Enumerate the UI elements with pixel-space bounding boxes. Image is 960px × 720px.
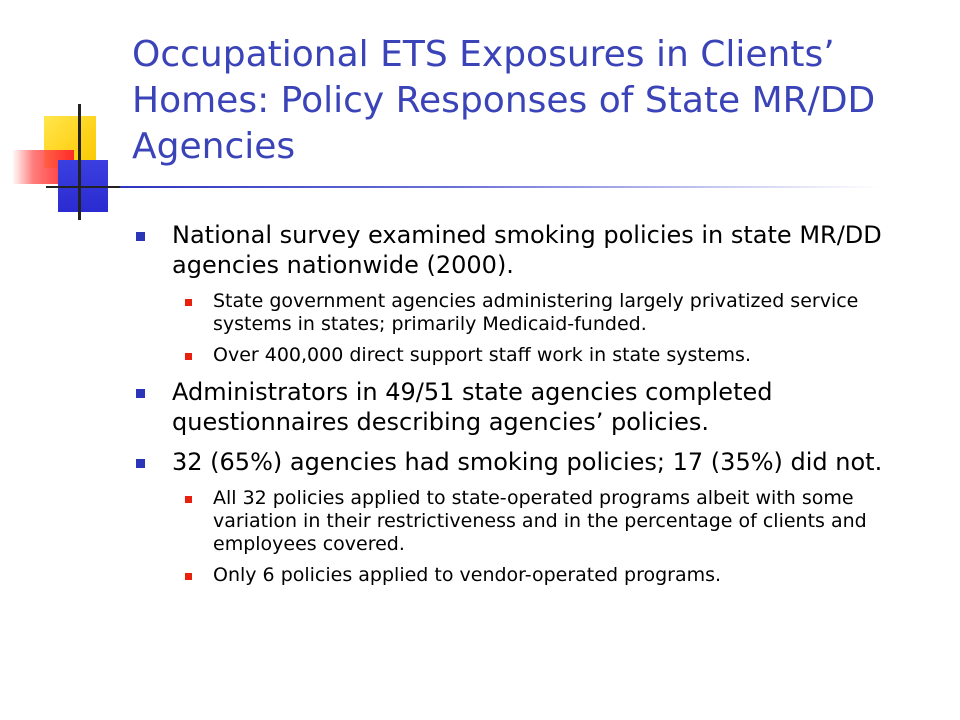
sub-bullet-text: State government agencies administering largely privatized service systems in states; primarily Medicaid-funded. xyxy=(213,290,859,335)
square-bullet-icon xyxy=(136,232,145,241)
square-bullet-icon xyxy=(185,299,192,306)
square-bullet-icon xyxy=(185,496,192,503)
sub-bullet-text: Only 6 policies applied to vendor-operated programs. xyxy=(213,564,722,586)
sub-bullet-text: All 32 policies applied to state-operated programs albeit with some variation in their restrictiveness and in the percentage of clients and employees covered. xyxy=(213,487,867,555)
bullet-text: National survey examined smoking policies in state MR/DD agencies nationwide (2000). xyxy=(172,221,882,279)
sub-bullet-item xyxy=(172,564,932,587)
title-underline xyxy=(120,186,880,188)
bullet-item xyxy=(132,377,932,437)
horizontal-line xyxy=(46,186,130,188)
bullet-text: 32 (65%) agencies had smoking policies; 17 (35%) did not. xyxy=(172,448,883,476)
slide-title: Occupational ETS Exposures in Clients’ Homes: Policy Responses of State MR/DD Agencies xyxy=(132,34,876,167)
bullet-item xyxy=(132,220,932,367)
square-bullet-icon xyxy=(185,573,192,580)
sub-bullet-text: Over 400,000 direct support staff work in state systems. xyxy=(213,344,751,366)
decorative-logo xyxy=(0,0,140,230)
sub-bullet-item xyxy=(172,487,932,556)
sub-bullet-list xyxy=(172,290,932,367)
square-bullet-icon xyxy=(136,459,145,468)
bullet-item xyxy=(132,447,932,587)
square-bullet-icon xyxy=(185,353,192,360)
square-bullet-icon xyxy=(136,389,145,398)
bullet-text: Administrators in 49/51 state agencies completed questionnaires describing agencies’ policies. xyxy=(172,378,773,436)
sub-bullet-list xyxy=(172,487,932,587)
sub-bullet-item xyxy=(172,344,932,367)
bullet-list xyxy=(132,220,932,597)
sub-bullet-item xyxy=(172,290,932,336)
vertical-line xyxy=(78,104,81,220)
